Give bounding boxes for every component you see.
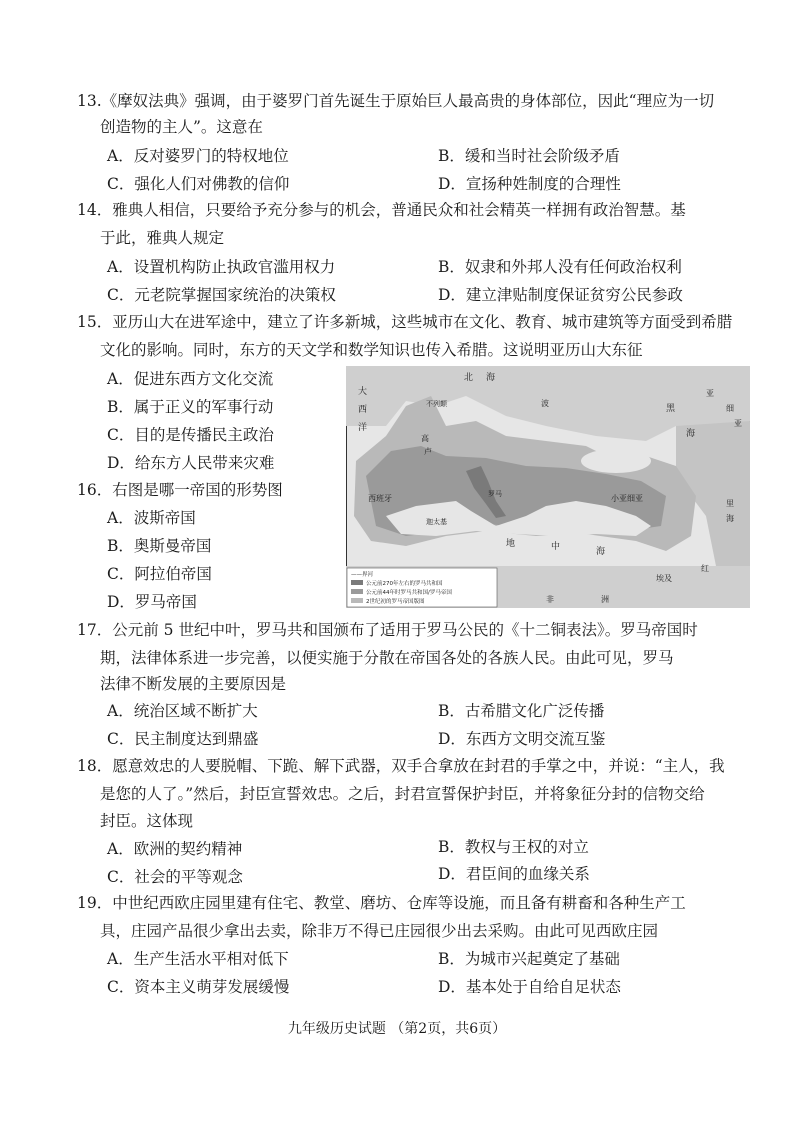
- q15-option-c: C．目的是传播民主政治: [107, 426, 274, 444]
- map-label: 洋: [358, 423, 368, 433]
- q16-option-b: B．奥斯曼帝国: [107, 537, 212, 555]
- map-label: 西: [358, 405, 368, 415]
- q17-option-d: D．东西方文明交流互鉴: [438, 730, 606, 748]
- map-label: 北: [464, 373, 474, 383]
- map-label: 海: [596, 547, 606, 557]
- map-label: 迦太基: [426, 518, 447, 526]
- q18-stem-line3: 封臣。这体现: [100, 812, 194, 830]
- map-label: 罗马: [488, 490, 502, 498]
- page-footer: 九年级历史试题 （第2页，共6页）: [287, 1021, 507, 1037]
- map-label: 地: [506, 539, 516, 549]
- map-label: 海: [726, 514, 734, 523]
- q18-option-b: B．教权与王权的对立: [438, 838, 589, 856]
- q19-option-d: D．基本处于自给自足状态: [438, 978, 621, 996]
- map-legend-item: 2世纪初的罗马帝国版图: [366, 599, 425, 605]
- map-label: 海: [486, 373, 496, 383]
- map-label: 黑: [666, 404, 676, 414]
- map-label: 大: [358, 387, 368, 397]
- q13-stem-line1: 13.《摩奴法典》强调，由于婆罗门首先诞生于原始巨人最高贵的身体部位，因此“理应为一切: [77, 92, 715, 110]
- map-label: 波: [541, 399, 549, 408]
- q13-option-b: B．缓和当时社会阶级矛盾: [438, 147, 620, 165]
- q13-option-c: C．强化人们对佛教的信仰: [107, 175, 290, 193]
- q13-option-a: A．反对婆罗门的特权地位: [107, 147, 289, 165]
- q17-stem-line2: 期，法律体系进一步完善，以便实施于分散在帝国各处的各族人民。由此可见，罗马: [100, 649, 674, 667]
- map-label: 小亚细亚: [611, 494, 643, 503]
- q14-stem-line1: 14．雅典人相信，只要给予充分参与的机会，普通民众和社会精英一样拥有政治智慧。基: [77, 201, 686, 219]
- q13-option-d: D．宣扬种姓制度的合理性: [438, 175, 621, 193]
- map-legend-swatch-2nd-century: [351, 598, 363, 603]
- q14-option-c: C．元老院掌握国家统治的决策权: [107, 286, 336, 304]
- q17-stem-line1: 17．公元前 5 世纪中叶，罗马共和国颁布了适用于罗马公民的《十二铜表法》。罗马帝国时: [77, 621, 698, 639]
- map-legend-item: 公元前270年左右的罗马共和国: [366, 581, 443, 587]
- q15-option-b: B．属于正义的军事行动: [107, 398, 274, 416]
- q19-option-a: A．生产生活水平相对低下: [107, 950, 289, 968]
- map-label: 红: [701, 564, 709, 573]
- q15-option-d: D．给东方人民带来灾难: [107, 454, 275, 472]
- q17-option-a: A．统治区域不断扩大: [107, 702, 258, 720]
- map-label: 细: [726, 404, 734, 413]
- q14-option-a: A．设置机构防止执政官滥用权力: [107, 258, 336, 276]
- q17-option-b: B．古希腊文化广泛传播: [438, 702, 605, 720]
- q13-stem-line2: 创造物的主人”。这意在: [100, 118, 263, 136]
- map-label: 埃及: [656, 574, 672, 583]
- map-label: 洲: [601, 595, 609, 604]
- q17-option-c: C．民主制度达到鼎盛: [107, 730, 259, 748]
- q18-stem-line1: 18．愿意效忠的人要脱帽、下跪、解下武器，双手合拿放在封君的手掌之中，并说：“主人，我: [77, 757, 725, 775]
- map-label: 卢: [424, 447, 432, 456]
- map-legend-item: ——界河: [351, 572, 374, 578]
- map-label: 里: [726, 499, 734, 508]
- map-label: 亚: [734, 419, 742, 428]
- q17-stem-line3: 法律不断发展的主要原因是: [100, 675, 287, 693]
- map-legend-swatch-270bc: [351, 580, 363, 585]
- q15-stem-line2: 文化的影响。同时，东方的天文学和数学知识也传入希腊。这说明亚历山大东征: [100, 341, 643, 359]
- q16-option-c: C．阿拉伯帝国: [107, 565, 212, 583]
- q15-stem-line1: 15．亚历山大在进军途中，建立了许多新城，这些城市在文化、教育、城市建筑等方面受到希腊: [77, 313, 733, 331]
- q16-option-a: A．波斯帝国: [107, 509, 196, 527]
- q19-option-c: C．资本主义萌芽发展缓慢: [107, 978, 290, 996]
- roman-empire-map: [346, 366, 750, 608]
- q15-option-a: A．促进东西方文化交流: [107, 370, 274, 388]
- q19-stem-line2: 具，庄园产品很少拿出去卖，除非万不得已庄园很少出去采购。由此可见西欧庄园: [100, 922, 659, 940]
- q18-option-d: D．君臣间的血缘关系: [438, 865, 590, 883]
- map-label: 西班牙: [368, 494, 392, 503]
- map-legend-item: 公元前44年时罗马共和国/罗马帝国: [366, 590, 452, 596]
- q14-option-b: B．奴隶和外邦人没有任何政治权利: [438, 258, 682, 276]
- q14-stem-line2: 于此，雅典人规定: [100, 229, 225, 247]
- q19-option-b: B．为城市兴起奠定了基础: [438, 950, 620, 968]
- map-label: 高: [421, 434, 429, 443]
- map-black-sea: [581, 449, 651, 473]
- map-label: 非: [546, 595, 554, 604]
- map-label: 亚: [706, 389, 714, 398]
- q16-stem-line1: 16．右图是哪一帝国的形势图: [77, 481, 283, 499]
- q18-option-a: A．欧洲的契约精神: [107, 840, 243, 858]
- q14-option-d: D．建立津贴制度保证贫穷公民参政: [438, 286, 683, 304]
- map-label: 不列颠: [426, 400, 447, 408]
- q19-stem-line1: 19．中世纪西欧庄园里建有住宅、教堂、磨坊、仓库等设施，而且备有耕畜和各种生产工: [77, 894, 686, 912]
- q16-option-d: D．罗马帝国: [107, 593, 197, 611]
- map-label: 海: [686, 429, 696, 439]
- q18-stem-line2: 是您的人了。”然后，封臣宣誓效忠。之后，封君宣誓保护封臣，并将象征分封的信物交给: [100, 785, 705, 803]
- map-label: 中: [551, 542, 561, 552]
- map-legend-swatch-44bc: [351, 589, 363, 594]
- q18-option-c: C．社会的平等观念: [107, 868, 243, 886]
